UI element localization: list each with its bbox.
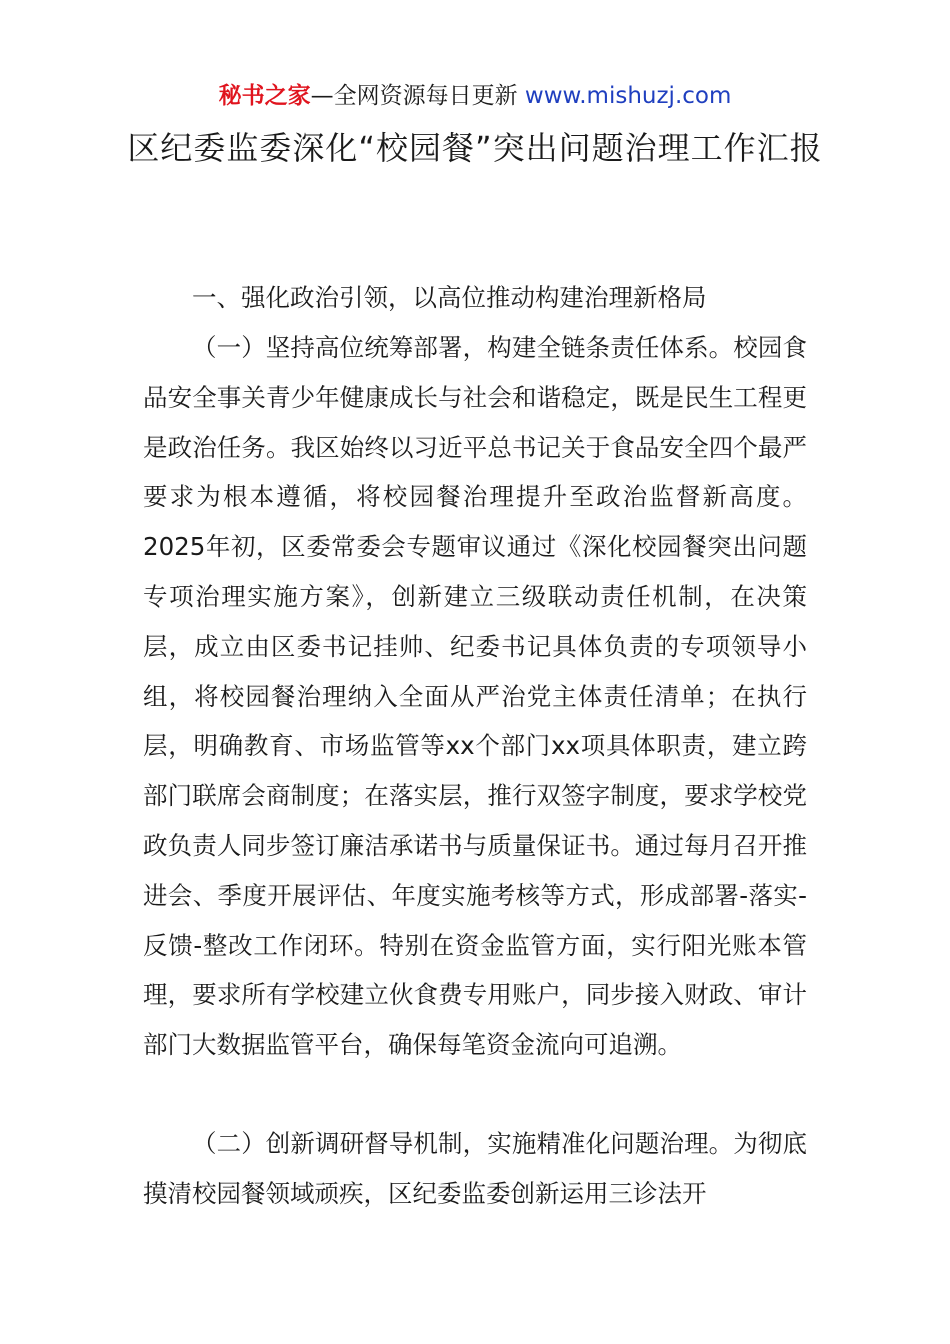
site-header [0,78,950,114]
site-url-link[interactable]: www.mishuzj.com [524,83,732,109]
document-title: 区纪委监委深化“校园餐”突出问题治理工作汇报 [127,129,823,167]
site-slogan: —全网资源每日更新 [310,83,518,109]
site-brand: 秘书之家 [218,83,311,109]
paragraph-1: （一）坚持高位统筹部署，构建全链条责任体系。校园食品安全事关青少年健康成长与社会和谐稳定，既是民生工程更是政治任务。我区始终以习近平总书记关于食品安全四个最严要求为根本遵循，将校园餐治理提升至政治监督新高度。2025年初，区委常委会专题审议通过《深化校园餐突出问题专项治理实施方案》，创新建立三级联动责任机制，在决策层，成立由区委书记挂帅、纪委书记具体负责的专项领导小组，将校园餐治理纳入全面从严治党主体责任清单；在执行层，明确教育、市场监管等xx个部门xx项具体职责，建立跨部门联席会商制度；在落实层，推行双签字制度，要求学校党政负责人同步签订廉洁承诺书与质量保证书。通过每月召开推进会、季度开展评估、年度实施考核等方式，形成部署-落实-反馈-整改工作闭环。特别在资金监管方面，实行阳光账本管理，要求所有学校建立伙食费专用账户，同步接入财政、审计部门大数据监管平台，确保每笔资金流向可追溯。 [143,333,807,1060]
section-heading: 一、强化政治引领，以高位推动构建治理新格局 [192,283,707,312]
paragraph-2: （二）创新调研督导机制，实施精准化问题治理。为彻底摸清校园餐领域顽疾，区纪委监委创新运用三诊法开 [143,1129,807,1208]
